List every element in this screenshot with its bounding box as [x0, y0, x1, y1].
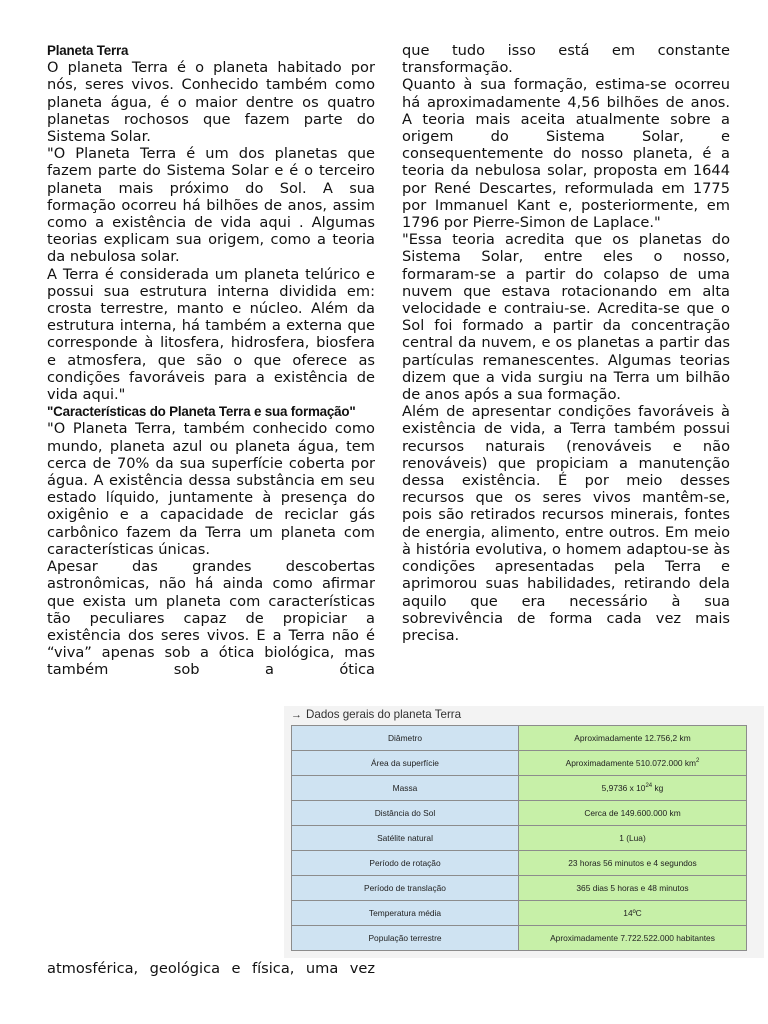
table-value-text: Cerca de 149.600.000 km — [584, 808, 681, 818]
table-cell-label: Distância do Sol — [292, 801, 519, 826]
table-value-text: Aproximadamente 510.072.000 km — [565, 758, 696, 768]
paragraph: Quanto à sua formação, estima-se ocorreu há aproximadamente 4,56 bilhões de anos. A teoria mais aceita atualmente sobre a origem do Sistema Solar, e consequentemente do nosso planeta, é a teoria da nebulosa solar, proposta em 1644 por René Descartes, reformulada em 1775 por Immanuel Kant e, posteriormente, em 1796 por Pierre-Simon de Laplace." — [402, 76, 730, 232]
table-value-superscript: 24 — [645, 783, 653, 790]
table-value-superscript: 2 — [696, 758, 700, 765]
table-row — [292, 851, 747, 876]
table-cell-label: Temperatura média — [292, 901, 519, 926]
table-row — [292, 826, 747, 851]
table-row — [292, 801, 747, 826]
paragraph: A Terra é considerada um planeta telúrico e possui sua estrutura interna dividida em: crosta terrestre, manto e núcleo. Além da estrutura interna, há também a externa que corresponde à litosfera, hidrosfera, biosfera e atmosfera, que são o que oferece as condições favoráveis para a existência de vida aqui." — [47, 265, 375, 404]
table-value-text: 365 dias 5 horas e 48 minutos — [576, 883, 689, 893]
paragraph: "Essa teoria acredita que os planetas do Sistema Solar, entre eles o nosso, formaram-se a partir do colapso de uma nuvem que estava rotacionando em alta velocidade e contraiu-se. Acredita-se que o Sol foi formado a partir da concentração central da nuvem, e os planetas a partir das partículas remanescentes. Algumas teorias dizem que a vida surgiu na Terra um bilhão de anos após a sua formação. — [402, 231, 730, 404]
page-bottom-line: atmosférica, geológica e física, uma vez — [47, 960, 375, 977]
paragraph: Apesar das grandes descobertas astronômicas, não há ainda como afirmar que exista um planeta com características tão peculiares capaz de propiciar a existência dos seres vivos. E a Terra não é “viva” apenas sob a ótica biológica, mas também sob a ótica — [47, 558, 375, 679]
table-value-text: 14ºC — [623, 908, 642, 918]
table-cell-label: Período de rotação — [292, 851, 519, 876]
table-row — [292, 926, 747, 951]
left-column — [47, 42, 375, 679]
table-row — [292, 876, 747, 901]
table-cell-value — [519, 876, 747, 901]
section-subtitle: "Características do Planeta Terra e sua formação" — [47, 404, 356, 420]
paragraph: O planeta Terra é o planeta habitado por nós, seres vivos. Conhecido também como planeta água, é o maior dentre os quatro planetas rochosos que fazem parte do Sistema Solar. — [47, 59, 375, 146]
paragraph: "O Planeta Terra é um dos planetas que fazem parte do Sistema Solar e é o terceiro planeta mais próximo do Sol. A sua formação ocorreu há bilhões de anos, assim como a existência de vida aqui . Algumas teorias explicam sua origem, como a teoria da nebulosa solar. — [47, 145, 375, 266]
table-value-text: 1 (Lua) — [619, 833, 646, 843]
table-cell-label: Satélite natural — [292, 826, 519, 851]
table-row — [292, 901, 747, 926]
table-cell-value — [519, 751, 747, 776]
table-row — [292, 726, 747, 751]
table-cell-value — [519, 851, 747, 876]
table-cell-value — [519, 726, 747, 751]
table-cell-value — [519, 776, 747, 801]
table-cell-label: Área da superfície — [292, 751, 519, 776]
paragraph: "O Planeta Terra, também conhecido como mundo, planeta azul ou planeta água, tem cerca de 70% da sua superfície coberta por água. A existência dessa substância em seu estado líquido, juntamente à presença do oxigênio e a capacidade de reciclar gás carbônico fazem da Terra um planeta com características únicas. — [47, 420, 375, 558]
table-cell-label: Massa — [292, 776, 519, 801]
table-cell-value — [519, 826, 747, 851]
table-title — [291, 708, 461, 721]
table-value-suffix: kg — [652, 783, 664, 793]
table-cell-label: Diâmetro — [292, 726, 519, 751]
table-value-text: Aproximadamente 7.722.522.000 habitantes — [550, 933, 715, 943]
table-cell-value — [519, 801, 747, 826]
paragraph: que tudo isso está em constante transformação. — [402, 42, 730, 77]
table-cell-value — [519, 926, 747, 951]
table-cell-label: Período de translação — [292, 876, 519, 901]
table-row — [292, 776, 747, 801]
table-value-text: 23 horas 56 minutos e 4 segundos — [568, 858, 697, 868]
article-title: Planeta Terra — [47, 43, 129, 58]
data-table-panel — [284, 706, 764, 958]
table-cell-value — [519, 901, 747, 926]
table-title-text: Dados gerais do planeta Terra — [306, 708, 462, 721]
right-column — [402, 42, 730, 644]
table-value-text: Aproximadamente 12.756,2 km — [574, 733, 691, 743]
paragraph: Além de apresentar condições favoráveis à existência de vida, a Terra também possui recursos naturais (renováveis e não renováveis) que propiciam a manutenção dessa existência. É por meio desses recursos que os seres vivos mantêm-se, pois são retirados recursos minerais, fontes de energia, alimento, entre outros. Em meio à história evolutiva, o homem adaptou-se às condições apresentadas pela Terra e aprimorou suas habilidades, retirando dela aquilo que era necessário à sua sobrevivência de forma cada vez mais precisa. — [402, 403, 730, 644]
arrow-right-icon: → — [291, 709, 302, 721]
table-cell-label: População terrestre — [292, 926, 519, 951]
data-table — [291, 725, 747, 951]
table-value-text: 5,9736 x 10 — [601, 783, 646, 793]
table-row — [292, 751, 747, 776]
